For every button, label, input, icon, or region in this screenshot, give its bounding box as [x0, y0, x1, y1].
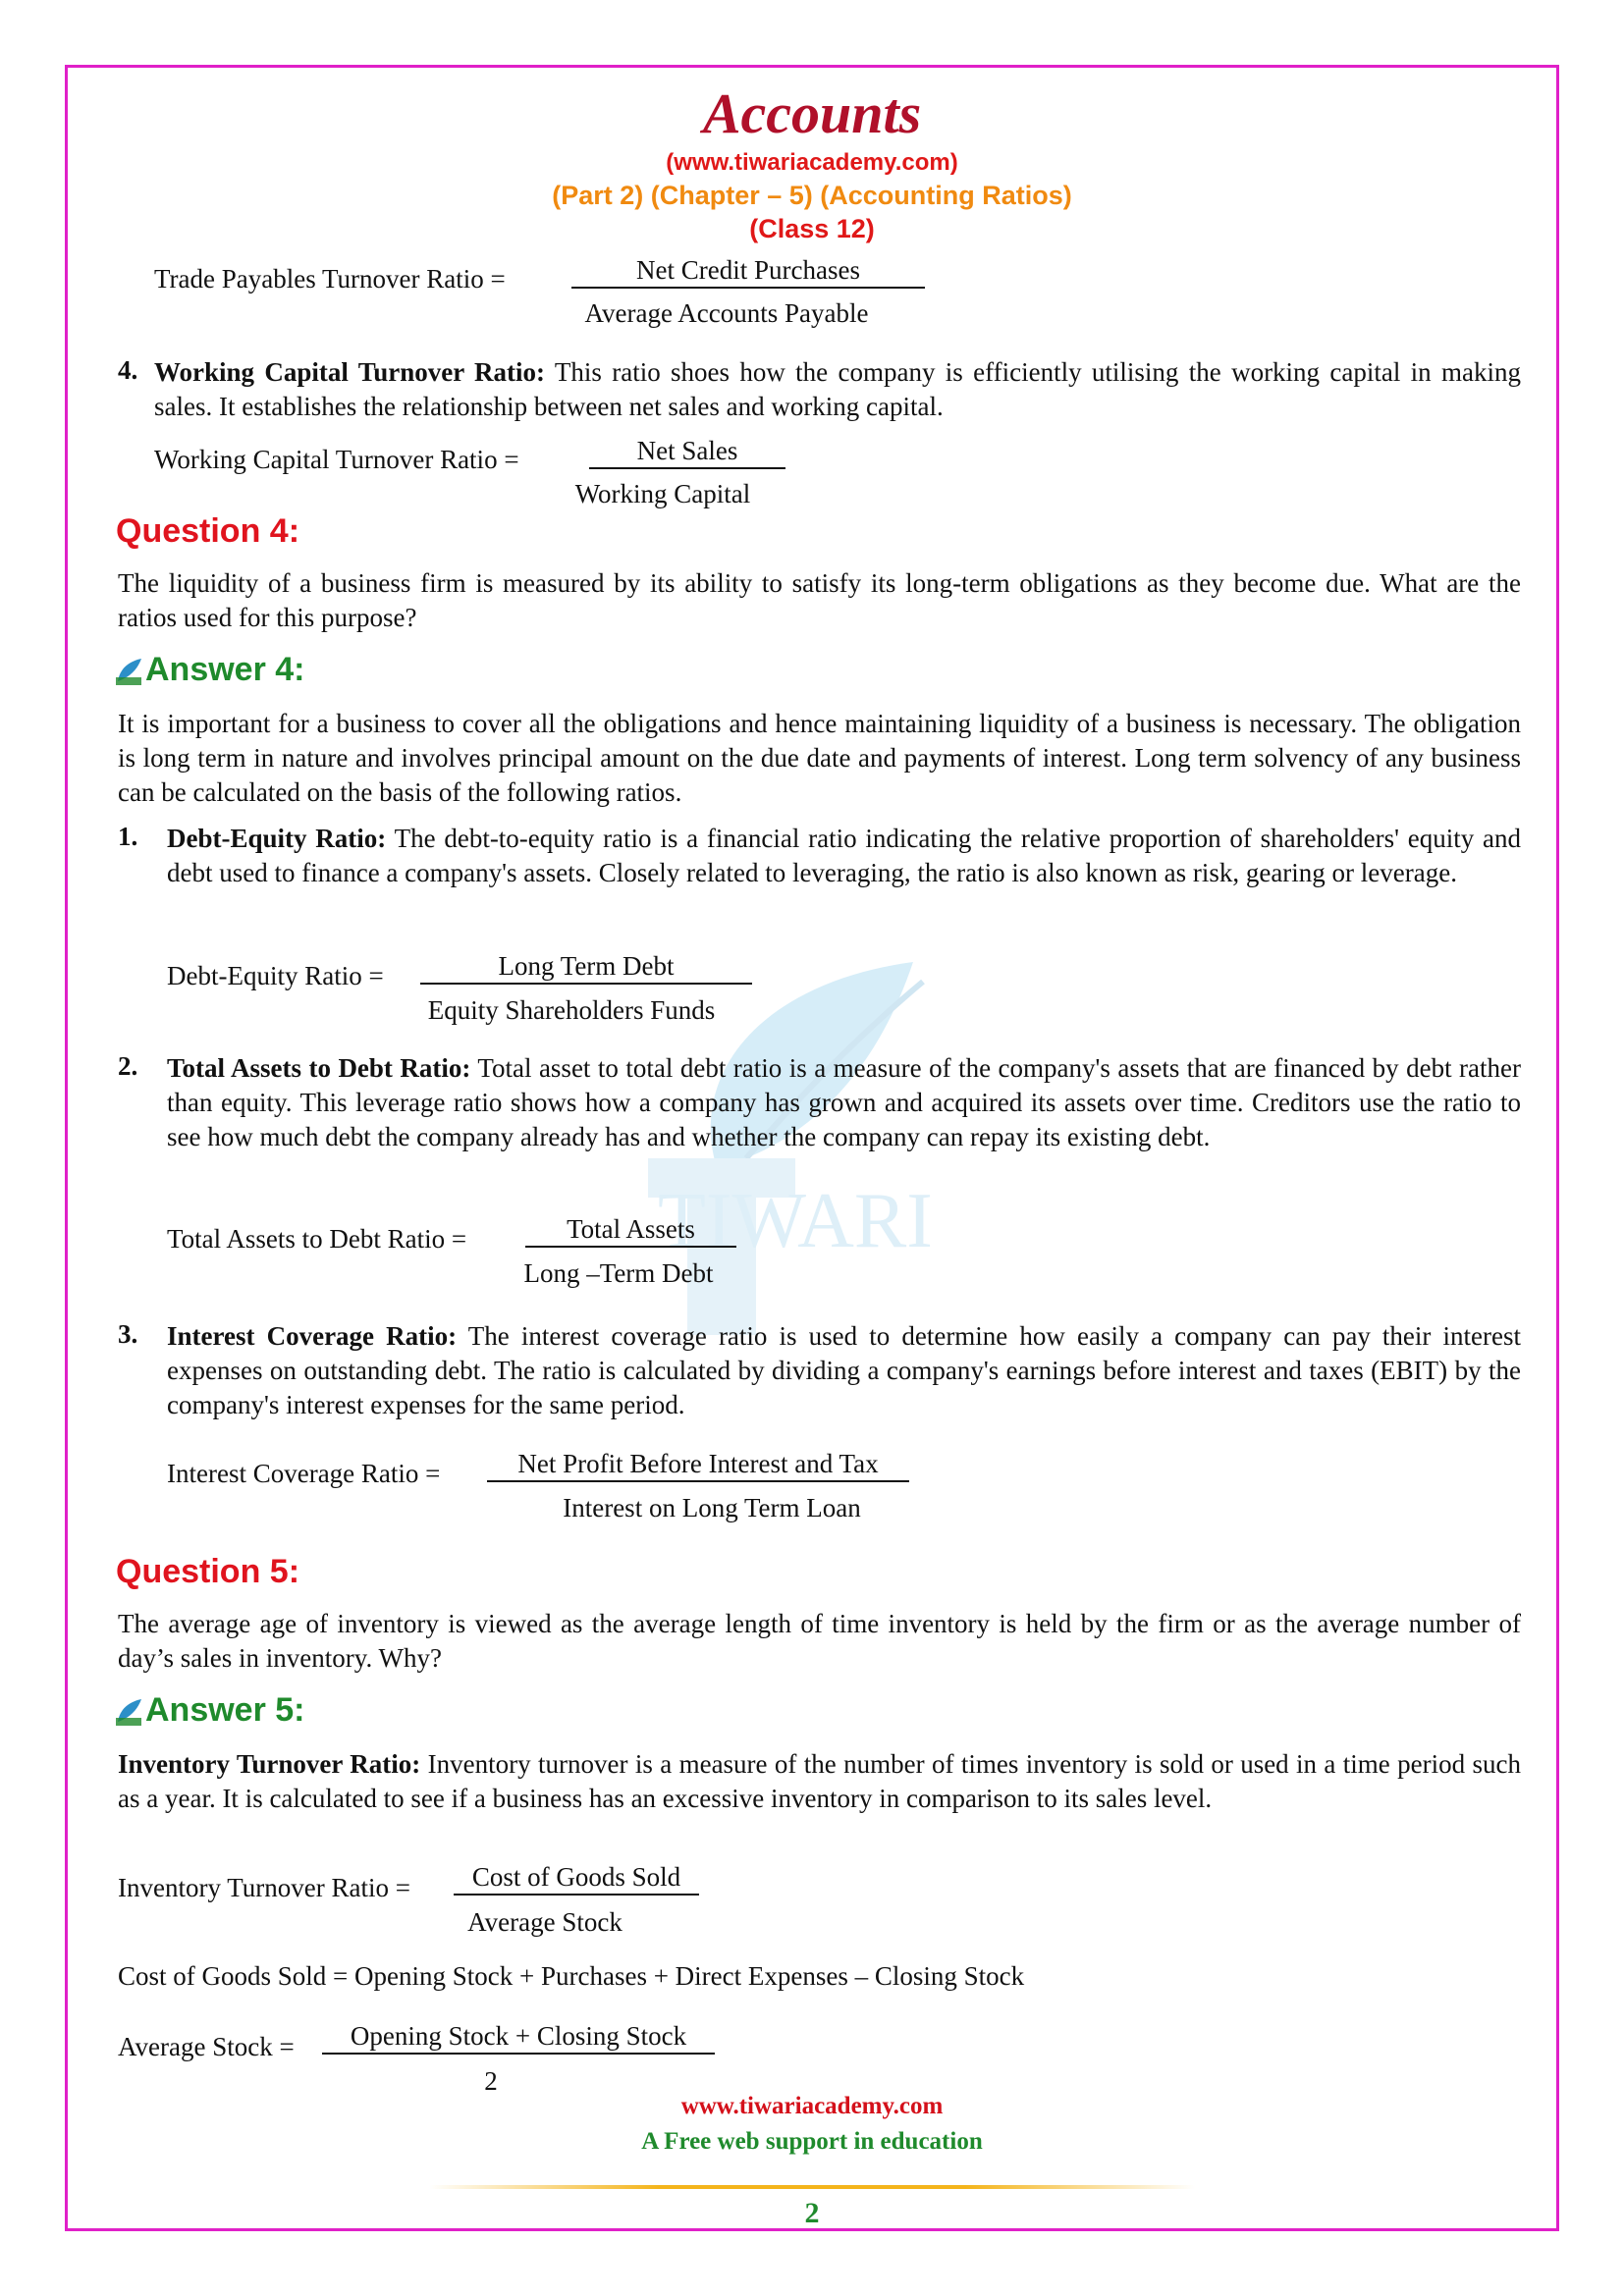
inventory-turnover-text: Inventory turnover is a measure of the number of times inventory is sold or used in a time period such as a year. It is calculated to see if a business has an excessive inventory in comparison to its sales level. — [118, 1749, 1521, 1813]
answer-pen-icon — [114, 656, 143, 687]
item-number: 3. — [118, 1319, 138, 1349]
total-assets-text: Total asset to total debt ratio is a measure of the company's assets that are financed by debt rather than equity. This leverage ratio shows how a company has grown and acquired its assets over time. Creditors use the ratio to see how much debt the company already has and whether the company can repay its existing debt. — [167, 1053, 1521, 1151]
interest-coverage-paragraph — [167, 1319, 1521, 1422]
avg-stock-denominator: 2 — [484, 2066, 498, 2096]
avg-stock-label: Average Stock = — [118, 2032, 295, 2061]
debt-equity-term: Debt-Equity Ratio: — [167, 824, 387, 853]
debt-equity-text: The debt-to-equity ratio is a financial ratio indicating the relative proportion of shareholders' equity and debt used to finance a company's assets. Closely related to leveraging, the ratio is also known as risk, gearing or leverage. — [167, 824, 1521, 887]
header-chapter: (Part 2) (Chapter – 5) (Accounting Ratios) — [552, 181, 1072, 210]
answer-5-paragraph — [118, 1747, 1521, 1816]
header-class: (Class 12) — [749, 214, 875, 243]
inventory-turnover-term: Inventory Turnover Ratio: — [118, 1749, 421, 1779]
question-4-heading: Question 4: — [116, 512, 300, 550]
total-assets-numerator: Total Assets — [525, 1212, 736, 1248]
total-assets-denominator: Long –Term Debt — [523, 1258, 714, 1288]
footer-divider — [429, 2185, 1195, 2189]
itr-numerator: Cost of Goods Sold — [454, 1860, 699, 1896]
question-5-heading: Question 5: — [116, 1553, 300, 1590]
debt-equity-numerator: Long Term Debt — [420, 949, 752, 985]
interest-coverage-numerator: Net Profit Before Interest and Tax — [487, 1447, 909, 1482]
answer-pen-icon — [114, 1696, 143, 1728]
footer-website-link[interactable]: www.tiwariacademy.com — [680, 2093, 944, 2119]
item-number: 1. — [118, 822, 138, 851]
item4-paragraph — [154, 355, 1521, 424]
item-number: 2. — [118, 1051, 138, 1081]
question-4-text: The liquidity of a business firm is measured by its ability to satisfy its long-term obligations as they become due. What are the ratios used for this purpose? — [118, 568, 1521, 632]
debt-equity-denominator: Equity Shareholders Funds — [427, 995, 716, 1025]
trade-payables-denominator: Average Accounts Payable — [584, 298, 869, 328]
footer-tagline: A Free web support in education — [641, 2128, 983, 2155]
total-assets-formula-label: Total Assets to Debt Ratio = — [167, 1224, 467, 1254]
header-url: (www.tiwariacademy.com) — [666, 149, 958, 176]
interest-coverage-term: Interest Coverage Ratio: — [167, 1321, 458, 1351]
watermark-text: TIWARI — [658, 1178, 933, 1264]
answer-4-heading: Answer 4: — [145, 651, 305, 688]
avg-stock-numerator: Opening Stock + Closing Stock — [322, 2019, 715, 2055]
interest-coverage-denominator: Interest on Long Term Loan — [563, 1493, 861, 1522]
debt-equity-formula-label: Debt-Equity Ratio = — [167, 961, 384, 990]
answer-5-heading: Answer 5: — [145, 1691, 305, 1729]
item4-text: This ratio shoes how the company is efficiently utilising the working capital in making sales. It establishes the relationship between net sales and working capital. — [154, 357, 1521, 421]
total-assets-term: Total Assets to Debt Ratio: — [167, 1053, 471, 1083]
total-assets-paragraph — [167, 1051, 1521, 1154]
item-number: 4. — [118, 355, 138, 385]
page-number: 2 — [804, 2197, 820, 2229]
answer-4-intro: It is important for a business to cover all the obligations and hence maintaining liquidity of a business is necessary. The obligation is long term in nature and involves principal amount on the due date and payments of interest. Long term solvency of any business can be calculated on the basis of the following ratios. — [118, 709, 1521, 807]
debt-equity-paragraph — [167, 822, 1521, 890]
trade-payables-numerator: Net Credit Purchases — [571, 253, 925, 289]
cogs-formula: Cost of Goods Sold = Opening Stock + Purchases + Direct Expenses – Closing Stock — [118, 1961, 1025, 1991]
interest-coverage-formula-label: Interest Coverage Ratio = — [167, 1459, 441, 1488]
wc-formula-label: Working Capital Turnover Ratio = — [154, 445, 519, 474]
item4-term: Working Capital Turnover Ratio: — [154, 357, 546, 387]
trade-payables-label: Trade Payables Turnover Ratio = — [154, 264, 506, 294]
itr-denominator: Average Stock — [467, 1907, 623, 1937]
wc-denominator: Working Capital — [574, 479, 751, 508]
question-5-text: The average age of inventory is viewed as the average length of time inventory is held by the firm or as the average number of day’s sales in inventory. Why? — [118, 1609, 1521, 1673]
page-title: Accounts — [702, 81, 922, 145]
wc-numerator: Net Sales — [589, 434, 785, 469]
interest-coverage-text: The interest coverage ratio is used to determine how easily a company can pay their interest expenses on outstanding debt. The ratio is calculated by dividing a company's earnings before interest and taxes (EBIT) by the company's interest expenses for the same period. — [167, 1321, 1521, 1419]
itr-formula-label: Inventory Turnover Ratio = — [118, 1873, 410, 1902]
